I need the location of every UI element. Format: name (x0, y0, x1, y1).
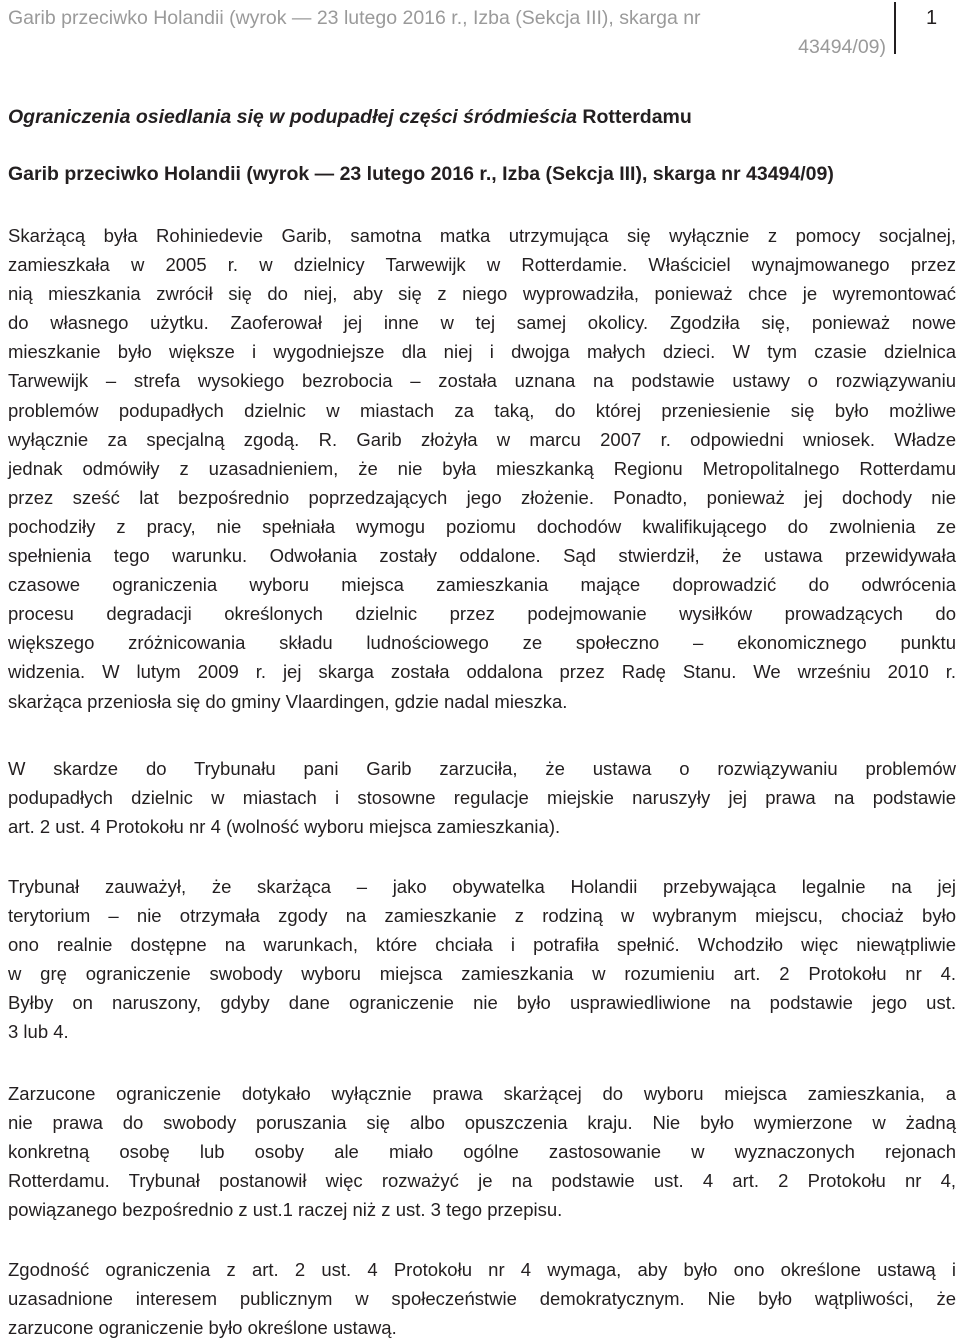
paragraph-line: Tarwewijk – strefa wysokiego bezrobocia – została uznana na podstawie ustawy o rozwiązywaniu (8, 370, 956, 392)
page-number: 1 (926, 7, 938, 29)
paragraph-line: zarzucone ograniczenie było określone ustawą. (8, 1317, 397, 1339)
paragraph-line: art. 2 ust. 4 Protokołu nr 4 (wolność wyboru miejsca zamieszkania). (8, 816, 561, 838)
paragraph-line: powiązanego bezpośrednio z ust.1 raczej niż z ust. 3 tego przepisu. (8, 1199, 563, 1221)
paragraph-court-observation (8, 872, 956, 1047)
running-header-title (8, 4, 886, 62)
paragraph-complaint (8, 754, 956, 841)
paragraph-facts (8, 221, 956, 716)
paragraph-line: procesu degradacji określonych dzielnic przez podejmowanie wysiłków prowadzących do (8, 603, 956, 625)
paragraph-line: mieszkanie było większe i wygodniejsze dla niej i dwojga małych dzieci. W tym czasie dzielnica (8, 341, 956, 363)
paragraph-line: terytorium – nie otrzymała zgody na zamieszkanie z rodziną w wybranym miejscu, chociaż było (8, 905, 956, 927)
paragraph-line: ono realnie dostępne na warunkach, które chciała i potrafiła spełnić. Wchodziło więc niewątpliwie (8, 934, 956, 956)
document-title-italic: Ograniczenia osiedlania się w podupadłej części śródmieścia (8, 106, 577, 128)
paragraph-compatibility (8, 1255, 956, 1342)
paragraph-line: wyłącznie za specjalną zgodą. R. Garib złożyła w marcu 2007 r. odpowiedni wniosek. Władze (8, 428, 956, 450)
paragraph-line: czasowe ograniczenia wyboru miejsca zamieszkania mające doprowadzić do odwrócenia (8, 574, 956, 596)
paragraph-line: jednak odmówiły z uzasadnieniem, że nie była mieszkanką Regionu Metropolitalnego Rotterdamu (8, 457, 956, 479)
paragraph-line: podupadłych dzielnic w miastach i stosowne regulacje miejskie naruszyły jej prawa na podstawie (8, 787, 956, 809)
page-header (8, 0, 956, 57)
paragraph-line: uzasadnione interesem publicznym w społeczeństwie demokratycznym. Nie było wątpliwości, że (8, 1288, 956, 1310)
paragraph-line: przez sześć lat bezpośrednio poprzedzających jego złożenie. Ponadto, ponieważ jej dochody nie (8, 486, 956, 508)
header-divider (894, 2, 896, 54)
running-header-line-1: Garib przeciwko Holandii (wyrok — 23 lutego 2016 r., Izba (Sekcja III), skarga nr (8, 7, 701, 29)
paragraph-line: widzenia. W lutym 2009 r. jej skarga została oddalona przez Radę Stanu. We wrześniu 2010 r. (8, 661, 956, 683)
paragraph-line: Zgodność ograniczenia z art. 2 ust. 4 Protokołu nr 4 wymaga, aby było ono określone ustawą i (8, 1259, 956, 1280)
paragraph-line: Skarżącą była Rohiniedevie Garib, samotna matka utrzymująca się wyłącznie z pomocy socjalnej, (8, 225, 956, 246)
paragraph-line: Trybunał zauważył, że skarżąca – jako obywatelka Holandii przebywająca legalnie na jej (8, 876, 956, 897)
paragraph-line: problemów podupadłych dzielnic w miastach za taką, do której przeniesienie się było możliwe (8, 399, 956, 421)
document-title-plain: Rotterdamu (576, 106, 692, 128)
document-page (8, 0, 956, 1339)
paragraph-line: Rotterdamu. Trybunał postanowił więc rozważyć je na podstawie ust. 4 art. 2 Protokołu nr 4, (8, 1170, 956, 1192)
paragraph-line: Zarzucone ograniczenie dotykało wyłącznie prawa skarżącej do wyboru miejsca zamieszkania, a (8, 1083, 956, 1104)
paragraph-line: do własnego użytku. Zaoferował jej inne w tej samej okolicy. Zgodziła się, ponieważ nowe (8, 312, 956, 334)
paragraph-line: skarżąca przeniosła się do gminy Vlaardingen, gdzie nadal mieszka. (8, 690, 568, 712)
paragraph-line: większego zróżnicowania składu ludnościowego ze społeczno – ekonomicznego punktu (8, 632, 956, 654)
paragraph-restriction-scope (8, 1079, 956, 1224)
paragraph-line: W skardze do Trybunału pani Garib zarzuciła, że ustawa o rozwiązywaniu problemów (8, 758, 956, 779)
paragraph-line: zamieszkała w 2005 r. w dzielnicy Tarwewijk w Rotterdamie. Właściciel wynajmowanego przez (8, 254, 956, 276)
paragraph-line: w grę ograniczenie swobody wyboru miejsca zamieszkania w rozumieniu art. 2 Protokołu nr 4. (8, 963, 956, 985)
case-subtitle: Garib przeciwko Holandii (wyrok — 23 lutego 2016 r., Izba (Sekcja III), skarga nr 43494/09) (8, 163, 834, 185)
paragraph-line: konkretną osobę lub osoby ale miało ogólne zastosowanie w wyznaczonych rejonach (8, 1141, 956, 1163)
paragraph-line: pochodziły z pracy, nie spełniała wymogu poziomu dochodów kwalifikującego do zwolnienia ze (8, 515, 956, 537)
paragraph-line: spełnienia tego warunku. Odwołania zostały oddalone. Sąd stwierdził, że ustawa przewidywała (8, 545, 956, 567)
paragraph-line: nie prawa do swobody poruszania się albo opuszczenia kraju. Nie było wymierzone w żadną (8, 1112, 956, 1134)
paragraph-line: 3 lub 4. (8, 1021, 69, 1043)
paragraph-line: Byłby on naruszony, gdyby dane ograniczenie nie było usprawiedliwione na podstawie jego ust. (8, 992, 956, 1014)
running-header-line-2: 43494/09) (798, 36, 886, 58)
paragraph-line: nią mieszkania zwrócił się do niej, aby się z niego wyprowadziła, ponieważ chce je wyremontować (8, 283, 956, 305)
document-title (8, 103, 692, 131)
